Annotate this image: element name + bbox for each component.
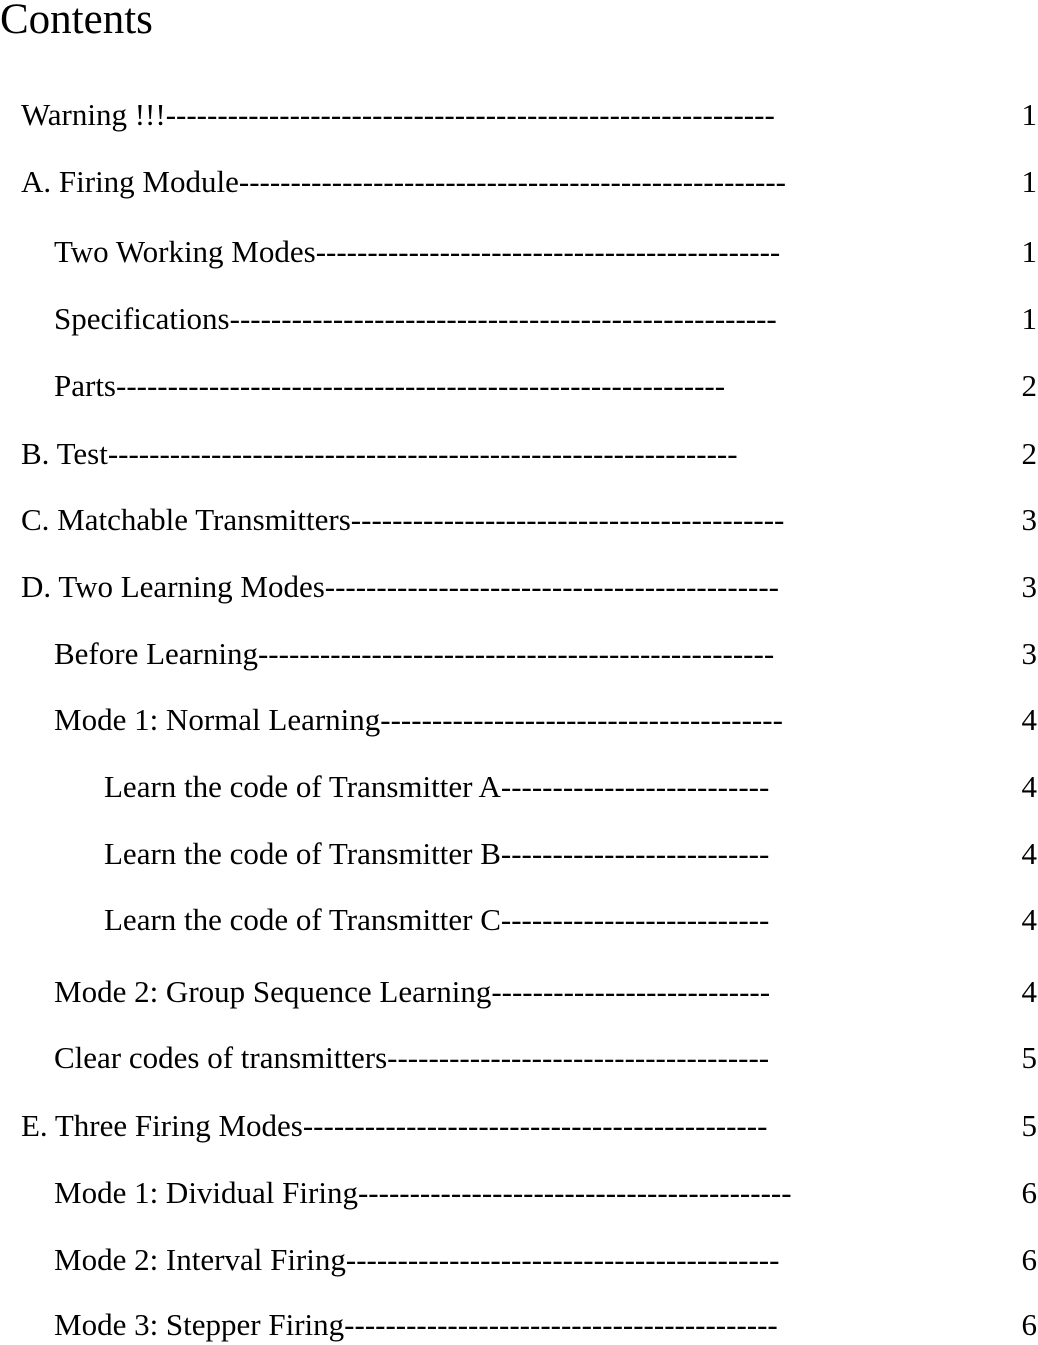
- toc-page-number: 4: [1021, 974, 1037, 1009]
- toc-entry-transmitter-c[interactable]: [0, 900, 1038, 940]
- dot-leader: ------------------------------------------: [345, 1242, 780, 1277]
- toc-page-number: 1: [1021, 301, 1037, 336]
- toc-page-number: 4: [1021, 769, 1037, 804]
- toc-entry-label: Mode 2: Interval Firing------------------------------------------: [54, 1242, 780, 1277]
- toc-entry-label: Learn the code of Transmitter C--------------------------: [104, 902, 770, 937]
- dot-leader: -----------------------------------------------------------: [165, 97, 775, 132]
- toc-page-number: 5: [1021, 1040, 1037, 1075]
- toc-page-number: 4: [1021, 702, 1037, 737]
- toc-entry-transmitter-a[interactable]: [0, 767, 1038, 807]
- toc-entry-label: A. Firing Module-----------------------------------------------------: [21, 164, 787, 199]
- toc-entry-label: Mode 1: Dividual Firing------------------------------------------: [54, 1175, 792, 1210]
- dot-leader: --------------------------------------------------: [257, 636, 775, 671]
- toc-page-number: 6: [1021, 1175, 1037, 1210]
- toc-entry-before-learning[interactable]: [0, 634, 1038, 674]
- dot-leader: -------------------------------------: [387, 1040, 770, 1075]
- toc-page-number: 6: [1021, 1242, 1037, 1277]
- dot-leader: -----------------------------------------------------------: [116, 368, 726, 403]
- toc-entry-normal-learning[interactable]: [0, 700, 1038, 740]
- dot-leader: ---------------------------------------------: [302, 1108, 768, 1143]
- toc-page-number: 4: [1021, 902, 1037, 937]
- toc-entry-group-sequence-learning[interactable]: [0, 972, 1038, 1012]
- toc-entry-two-working-modes[interactable]: [0, 232, 1038, 272]
- dot-leader: -----------------------------------------------------: [229, 301, 777, 336]
- dot-leader: -------------------------------------------------------------: [107, 436, 738, 471]
- toc-page-number: 3: [1021, 636, 1037, 671]
- toc-page-number: 2: [1021, 368, 1037, 403]
- toc-entry-test[interactable]: [0, 434, 1038, 474]
- toc-entry-firing-module[interactable]: [0, 162, 1038, 202]
- toc-page-number: 3: [1021, 502, 1037, 537]
- toc-entry-label: Clear codes of transmitters-------------------------------------: [54, 1040, 770, 1075]
- toc-page-number: 5: [1021, 1108, 1037, 1143]
- toc-entry-label: B. Test-------------------------------------------------------------: [21, 436, 738, 471]
- toc-entry-label: Learn the code of Transmitter A--------------------------: [104, 769, 770, 804]
- toc-entry-interval-firing[interactable]: [0, 1240, 1038, 1280]
- toc-entry-label: Learn the code of Transmitter B--------------------------: [104, 836, 770, 871]
- toc-entry-stepper-firing[interactable]: [0, 1305, 1038, 1345]
- toc-entry-label: E. Three Firing Modes---------------------------------------------: [21, 1108, 768, 1143]
- toc-entry-label: Specifications-----------------------------------------------------: [54, 301, 777, 336]
- dot-leader: --------------------------------------------: [324, 569, 779, 604]
- dot-leader: ------------------------------------------: [350, 502, 785, 537]
- toc-page-number: 2: [1021, 436, 1037, 471]
- toc-entry-label: Parts-----------------------------------------------------------: [54, 368, 726, 403]
- dot-leader: ---------------------------: [491, 974, 771, 1009]
- toc-entry-label: Warning !!!-----------------------------------------------------------: [21, 97, 775, 132]
- toc-entry-dividual-firing[interactable]: [0, 1173, 1038, 1213]
- toc-entry-two-learning-modes[interactable]: [0, 567, 1038, 607]
- toc-entry-specifications[interactable]: [0, 299, 1038, 339]
- toc-entry-matchable-transmitters[interactable]: [0, 500, 1038, 540]
- toc-entry-transmitter-b[interactable]: [0, 834, 1038, 874]
- page-title: Contents: [0, 0, 153, 43]
- dot-leader: ------------------------------------------: [357, 1175, 792, 1210]
- toc-page-number: 4: [1021, 836, 1037, 871]
- dot-leader: --------------------------: [500, 836, 770, 871]
- dot-leader: ---------------------------------------------: [315, 234, 781, 269]
- toc-page-number: 1: [1021, 234, 1037, 269]
- dot-leader: ------------------------------------------: [344, 1307, 778, 1342]
- dot-leader: --------------------------: [500, 769, 770, 804]
- toc-entry-label: Before Learning--------------------------------------------------: [54, 636, 775, 671]
- dot-leader: --------------------------: [500, 902, 770, 937]
- toc-entry-label: Mode 2: Group Sequence Learning---------------------------: [54, 974, 771, 1009]
- toc-entry-label: D. Two Learning Modes--------------------------------------------: [21, 569, 779, 604]
- toc-page-number: 1: [1021, 97, 1037, 132]
- toc-page-number: 3: [1021, 569, 1037, 604]
- dot-leader: -----------------------------------------------------: [238, 164, 787, 199]
- toc-entry-label: C. Matchable Transmitters------------------------------------------: [21, 502, 785, 537]
- toc-entry-parts[interactable]: [0, 366, 1038, 406]
- toc-page-number: 1: [1021, 164, 1037, 199]
- toc-entry-three-firing-modes[interactable]: [0, 1106, 1038, 1146]
- dot-leader: ---------------------------------------: [380, 702, 783, 737]
- toc-entry-warning[interactable]: [0, 95, 1038, 135]
- toc-entry-label: Two Working Modes---------------------------------------------: [54, 234, 781, 269]
- toc-entry-label: Mode 1: Normal Learning---------------------------------------: [54, 702, 783, 737]
- toc-entry-clear-codes[interactable]: [0, 1038, 1038, 1078]
- toc-entry-label: Mode 3: Stepper Firing------------------------------------------: [54, 1307, 778, 1342]
- toc-page-number: 6: [1021, 1307, 1037, 1342]
